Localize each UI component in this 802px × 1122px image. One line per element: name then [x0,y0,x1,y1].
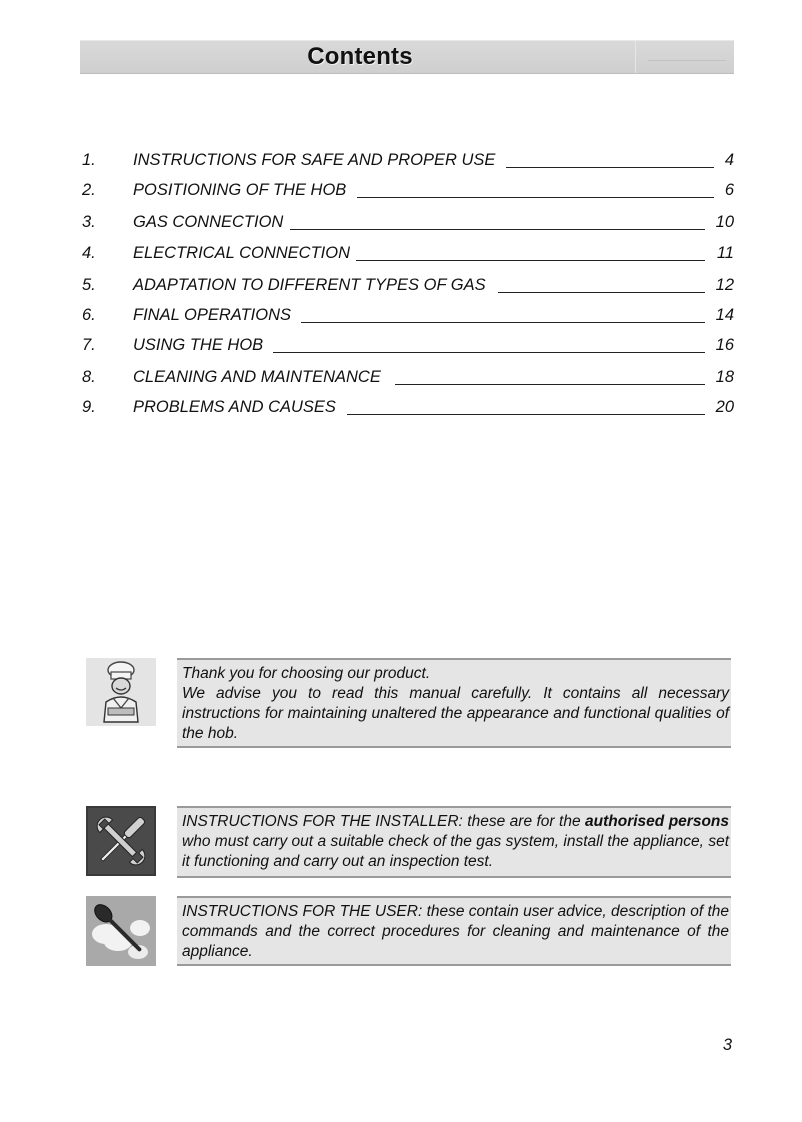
toc-title: POSITIONING OF THE HOB [133,181,347,199]
toc-page: 16 [715,336,734,354]
toc-title: ELECTRICAL CONNECTION [133,244,350,262]
toc-title: USING THE HOB [133,336,264,354]
welcome-notice [177,658,731,748]
chef-icon [86,658,156,726]
toc-leader-line [273,352,705,353]
toc-page: 12 [715,276,734,294]
toc-leader-line [395,384,705,385]
toc-leader-line [357,197,714,198]
installer-text-prefix: INSTRUCTIONS FOR THE INSTALLER: these are for the [182,813,586,830]
toc-number: 7. [82,336,96,354]
toc-row[interactable] [82,273,734,297]
user-notice [177,896,731,966]
toc-number: 6. [82,306,96,324]
toc-number: 4. [82,244,96,262]
installer-instructions [182,812,729,872]
toc-page: 20 [715,398,734,416]
toc-number: 1. [82,151,96,169]
installer-notice [177,806,731,878]
toc-number: 9. [82,398,96,416]
toc-leader-line [356,260,705,261]
toc-page: 10 [715,213,734,231]
toc-leader-line [347,414,705,415]
toc-title: CLEANING AND MAINTENANCE [133,368,381,386]
toc-row[interactable] [82,365,734,389]
toc-title: PROBLEMS AND CAUSES [133,398,336,416]
toc-page: 11 [716,244,734,262]
toc-leader-line [498,292,705,293]
header-decoration [635,41,734,73]
toc-number: 8. [82,368,96,386]
welcome-thanks: Thank you for choosing our product. [182,665,431,682]
contents-header-bar [80,40,734,74]
toc-page: 18 [715,368,734,386]
toc-page: 14 [715,306,734,324]
toc-row[interactable] [82,148,734,172]
toc-leader-line [301,322,705,323]
tools-icon [86,806,156,874]
toc-leader-line [290,229,705,230]
toc-row[interactable] [82,210,734,234]
toc-number: 5. [82,276,96,294]
spoon-icon [86,896,156,964]
welcome-advice: We advise you to read this manual carefully. It contains all necessary instructions for maintaining unaltered the appearance and functional qualities of the hob. [182,685,729,742]
toc-row[interactable] [82,395,734,419]
toc-title: FINAL OPERATIONS [133,306,292,324]
toc-page: 4 [724,151,734,169]
toc-row[interactable] [82,333,734,357]
toc-title: ADAPTATION TO DIFFERENT TYPES OF GAS [133,276,486,294]
user-instructions: INSTRUCTIONS FOR THE USER: these contain user advice, description of the commands and the correct procedures for cleaning and maintenance of the appliance. [182,903,729,960]
page-title: Contents [307,43,413,70]
authorised-persons-emphasis: authorised persons [585,813,730,830]
installer-text-suffix: who must carry out a suitable check of the gas system, install the appliance, set it functioning and carry out an inspection test. [182,833,729,870]
toc-row[interactable] [82,241,734,265]
page-number: 3 [722,1036,732,1054]
toc-title: GAS CONNECTION [133,213,284,231]
toc-leader-line [506,167,714,168]
toc-page: 6 [724,181,734,199]
toc-row[interactable] [82,303,734,327]
toc-number: 2. [82,181,96,199]
toc-number: 3. [82,213,96,231]
toc-row[interactable] [82,178,734,202]
toc-title: INSTRUCTIONS FOR SAFE AND PROPER USE [133,151,496,169]
